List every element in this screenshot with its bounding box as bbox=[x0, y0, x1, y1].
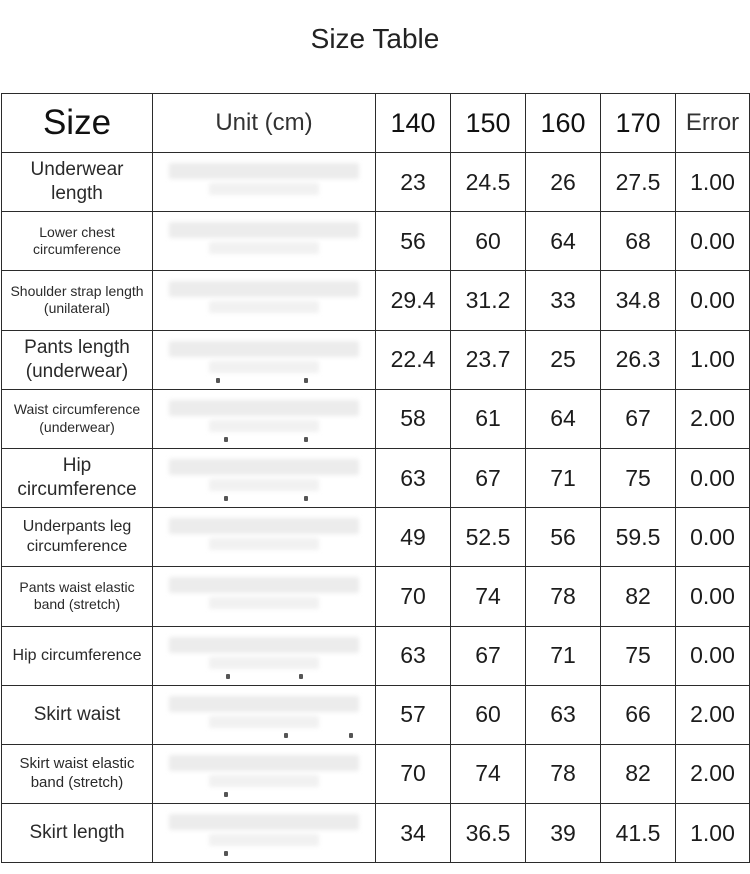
size-value-cell: 33 bbox=[526, 271, 601, 330]
measurement-name: Pants waist elastic band (stretch) bbox=[2, 567, 153, 626]
table-body bbox=[2, 153, 750, 863]
speck-mark bbox=[224, 437, 228, 442]
error-value-cell: 2.00 bbox=[676, 389, 750, 448]
size-value-cell: 63 bbox=[376, 448, 451, 507]
table-row bbox=[2, 744, 750, 803]
table-row bbox=[2, 330, 750, 389]
blurred-text-smudge bbox=[209, 657, 319, 669]
blurred-text-smudge bbox=[169, 518, 359, 534]
size-value-cell: 23.7 bbox=[451, 330, 526, 389]
size-value-cell: 67 bbox=[451, 626, 526, 685]
measurement-name: Lower chest circumference bbox=[2, 212, 153, 271]
size-value-cell: 49 bbox=[376, 508, 451, 567]
table-row bbox=[2, 271, 750, 330]
table-row bbox=[2, 626, 750, 685]
measurement-name: Waist circumference (underwear) bbox=[2, 389, 153, 448]
size-value-cell: 57 bbox=[376, 685, 451, 744]
blurred-text-smudge bbox=[209, 479, 319, 491]
speck-mark bbox=[224, 496, 228, 501]
size-value-cell: 64 bbox=[526, 212, 601, 271]
blurred-text-smudge bbox=[169, 814, 359, 830]
header-size-170: 170 bbox=[601, 94, 676, 153]
speck-mark bbox=[349, 733, 353, 738]
speck-mark bbox=[224, 792, 228, 797]
error-value-cell: 2.00 bbox=[676, 744, 750, 803]
table-row bbox=[2, 389, 750, 448]
error-value-cell: 0.00 bbox=[676, 626, 750, 685]
unit-cell-blurred bbox=[153, 330, 376, 389]
blurred-text-smudge bbox=[169, 459, 359, 475]
error-value-cell: 1.00 bbox=[676, 153, 750, 212]
blurred-text-smudge bbox=[209, 242, 319, 254]
size-value-cell: 82 bbox=[601, 567, 676, 626]
table-row bbox=[2, 448, 750, 507]
speck-mark bbox=[216, 378, 220, 383]
table-row bbox=[2, 804, 750, 863]
blurred-text-smudge bbox=[209, 301, 319, 313]
table-row bbox=[2, 212, 750, 271]
size-value-cell: 67 bbox=[451, 448, 526, 507]
size-value-cell: 56 bbox=[526, 508, 601, 567]
size-value-cell: 56 bbox=[376, 212, 451, 271]
header-size: Size bbox=[2, 94, 153, 153]
measurement-name: Underpants leg circumference bbox=[2, 508, 153, 567]
unit-cell-blurred bbox=[153, 685, 376, 744]
blurred-text-smudge bbox=[209, 716, 319, 728]
error-value-cell: 2.00 bbox=[676, 685, 750, 744]
blurred-text-smudge bbox=[169, 222, 359, 238]
measurement-name: Underwear length bbox=[2, 153, 153, 212]
size-value-cell: 66 bbox=[601, 685, 676, 744]
speck-mark bbox=[299, 674, 303, 679]
blurred-text-smudge bbox=[209, 538, 319, 550]
speck-mark bbox=[224, 851, 228, 856]
table-row bbox=[2, 685, 750, 744]
size-value-cell: 67 bbox=[601, 389, 676, 448]
size-value-cell: 60 bbox=[451, 685, 526, 744]
blurred-text-smudge bbox=[169, 755, 359, 771]
unit-cell-blurred bbox=[153, 212, 376, 271]
size-table bbox=[1, 93, 750, 863]
blurred-text-smudge bbox=[209, 183, 319, 195]
size-value-cell: 26.3 bbox=[601, 330, 676, 389]
speck-mark bbox=[304, 437, 308, 442]
blurred-text-smudge bbox=[209, 361, 319, 373]
error-value-cell: 0.00 bbox=[676, 448, 750, 507]
blurred-text-smudge bbox=[169, 637, 359, 653]
blurred-text-smudge bbox=[169, 163, 359, 179]
size-value-cell: 25 bbox=[526, 330, 601, 389]
size-value-cell: 29.4 bbox=[376, 271, 451, 330]
blurred-text-smudge bbox=[169, 400, 359, 416]
size-value-cell: 63 bbox=[526, 685, 601, 744]
size-value-cell: 26 bbox=[526, 153, 601, 212]
size-value-cell: 52.5 bbox=[451, 508, 526, 567]
blurred-text-smudge bbox=[169, 281, 359, 297]
size-value-cell: 24.5 bbox=[451, 153, 526, 212]
size-value-cell: 68 bbox=[601, 212, 676, 271]
error-value-cell: 1.00 bbox=[676, 804, 750, 863]
blurred-text-smudge bbox=[209, 834, 319, 846]
measurement-name: Skirt waist bbox=[2, 685, 153, 744]
table-row bbox=[2, 567, 750, 626]
header-size-150: 150 bbox=[451, 94, 526, 153]
unit-cell-blurred bbox=[153, 448, 376, 507]
size-value-cell: 71 bbox=[526, 448, 601, 507]
size-value-cell: 34.8 bbox=[601, 271, 676, 330]
header-unit: Unit (cm) bbox=[153, 94, 376, 153]
size-value-cell: 75 bbox=[601, 626, 676, 685]
header-size-160: 160 bbox=[526, 94, 601, 153]
speck-mark bbox=[304, 496, 308, 501]
size-value-cell: 60 bbox=[451, 212, 526, 271]
header-error: Error bbox=[676, 94, 750, 153]
size-value-cell: 61 bbox=[451, 389, 526, 448]
size-value-cell: 75 bbox=[601, 448, 676, 507]
size-value-cell: 64 bbox=[526, 389, 601, 448]
measurement-name: Hip circumference bbox=[2, 626, 153, 685]
size-value-cell: 23 bbox=[376, 153, 451, 212]
size-value-cell: 59.5 bbox=[601, 508, 676, 567]
size-value-cell: 36.5 bbox=[451, 804, 526, 863]
size-value-cell: 27.5 bbox=[601, 153, 676, 212]
size-value-cell: 74 bbox=[451, 744, 526, 803]
size-value-cell: 63 bbox=[376, 626, 451, 685]
size-value-cell: 70 bbox=[376, 567, 451, 626]
measurement-name: Skirt waist elastic band (stretch) bbox=[2, 744, 153, 803]
size-value-cell: 41.5 bbox=[601, 804, 676, 863]
speck-mark bbox=[304, 378, 308, 383]
unit-cell-blurred bbox=[153, 804, 376, 863]
measurement-name: Hip circumference bbox=[2, 448, 153, 507]
speck-mark bbox=[226, 674, 230, 679]
size-value-cell: 71 bbox=[526, 626, 601, 685]
unit-cell-blurred bbox=[153, 271, 376, 330]
blurred-text-smudge bbox=[209, 597, 319, 609]
measurement-name: Shoulder strap length (unilateral) bbox=[2, 271, 153, 330]
size-value-cell: 58 bbox=[376, 389, 451, 448]
error-value-cell: 1.00 bbox=[676, 330, 750, 389]
blurred-text-smudge bbox=[209, 775, 319, 787]
size-value-cell: 39 bbox=[526, 804, 601, 863]
table-row bbox=[2, 153, 750, 212]
error-value-cell: 0.00 bbox=[676, 567, 750, 626]
size-value-cell: 82 bbox=[601, 744, 676, 803]
unit-cell-blurred bbox=[153, 567, 376, 626]
size-value-cell: 34 bbox=[376, 804, 451, 863]
size-value-cell: 74 bbox=[451, 567, 526, 626]
blurred-text-smudge bbox=[209, 420, 319, 432]
size-value-cell: 22.4 bbox=[376, 330, 451, 389]
table-header-row bbox=[2, 94, 750, 153]
error-value-cell: 0.00 bbox=[676, 271, 750, 330]
unit-cell-blurred bbox=[153, 626, 376, 685]
error-value-cell: 0.00 bbox=[676, 212, 750, 271]
size-value-cell: 31.2 bbox=[451, 271, 526, 330]
blurred-text-smudge bbox=[169, 577, 359, 593]
error-value-cell: 0.00 bbox=[676, 508, 750, 567]
blurred-text-smudge bbox=[169, 696, 359, 712]
header-size-140: 140 bbox=[376, 94, 451, 153]
speck-mark bbox=[284, 733, 288, 738]
size-value-cell: 78 bbox=[526, 567, 601, 626]
measurement-name: Pants length (underwear) bbox=[2, 330, 153, 389]
unit-cell-blurred bbox=[153, 744, 376, 803]
size-value-cell: 70 bbox=[376, 744, 451, 803]
unit-cell-blurred bbox=[153, 389, 376, 448]
unit-cell-blurred bbox=[153, 153, 376, 212]
page-title: Size Table bbox=[310, 23, 440, 54]
table-row bbox=[2, 508, 750, 567]
measurement-name: Skirt length bbox=[2, 804, 153, 863]
unit-cell-blurred bbox=[153, 508, 376, 567]
size-value-cell: 78 bbox=[526, 744, 601, 803]
blurred-text-smudge bbox=[169, 341, 359, 357]
